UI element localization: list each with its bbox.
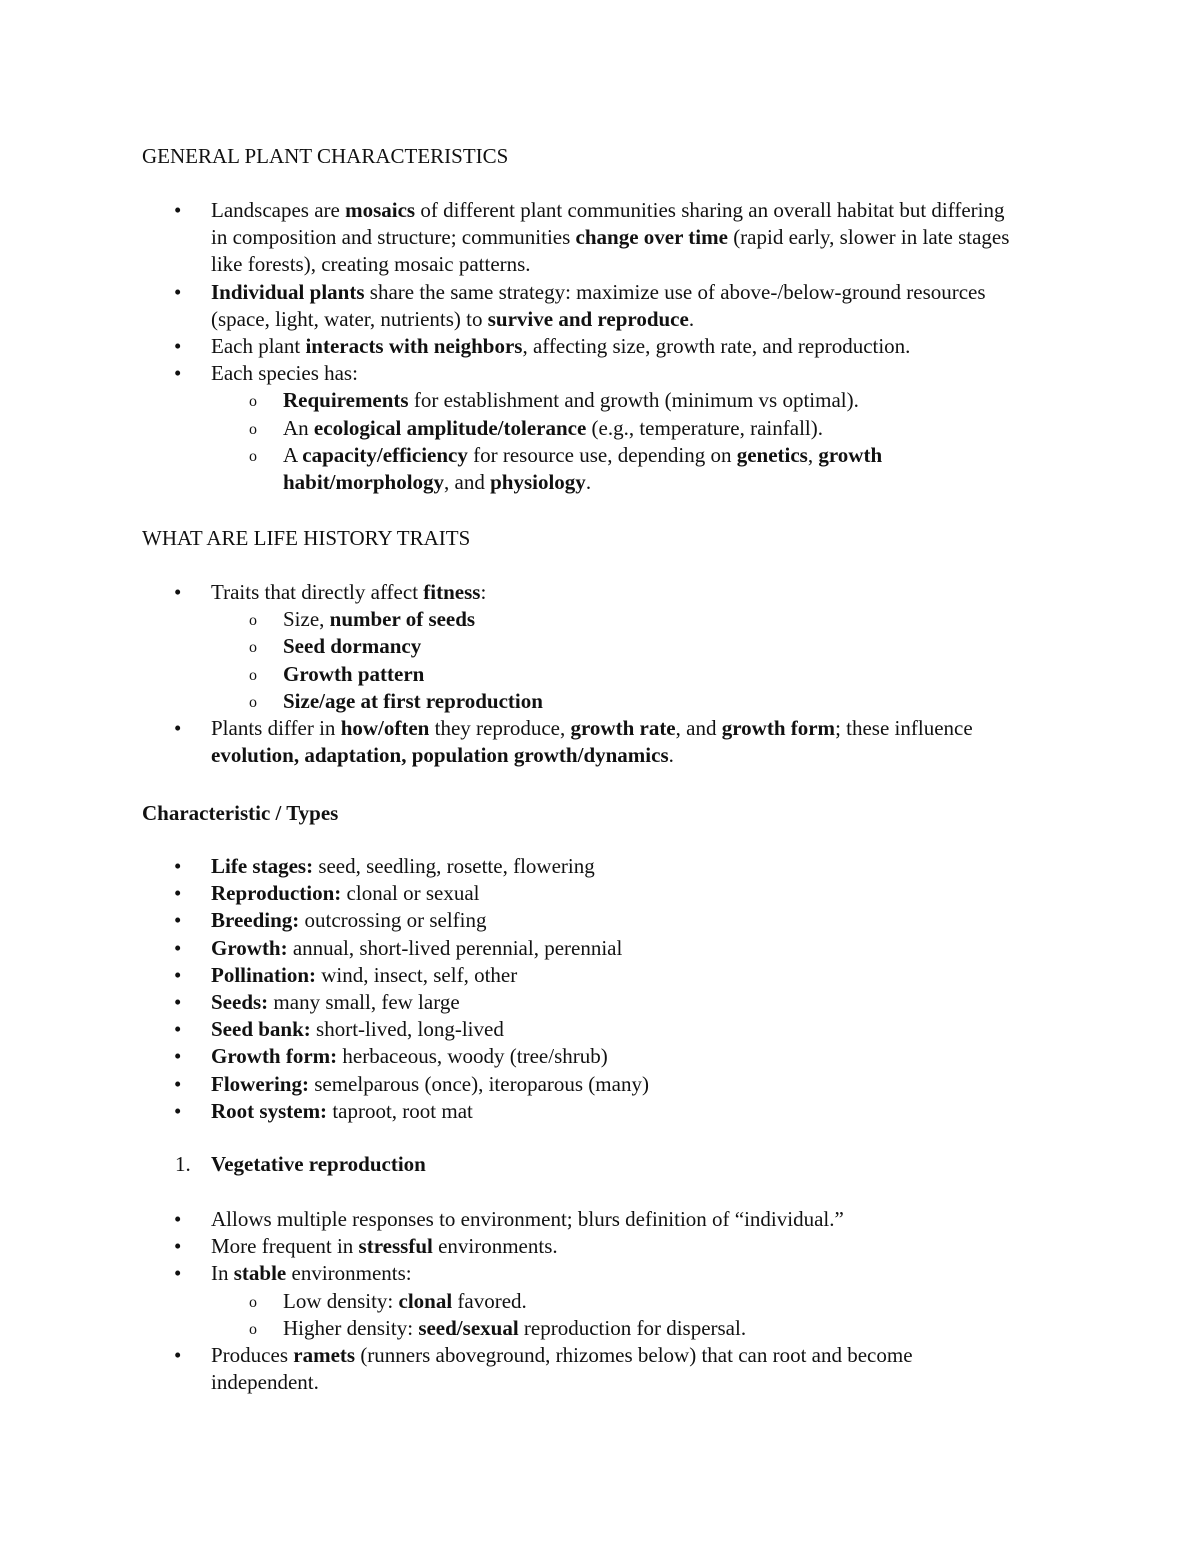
list-item: • Reproduction: clonal or sexual bbox=[0, 880, 1200, 907]
list-item: • Produces ramets (runners aboveground, rhizomes below) that can root and become independent. bbox=[0, 1342, 1200, 1396]
list-item: • In stable environments: bbox=[0, 1260, 1200, 1287]
list-item: • Growth: annual, short-lived perennial, perennial bbox=[0, 935, 1200, 962]
list-item: • Each species has: bbox=[0, 360, 1200, 387]
list-life-history-traits bbox=[0, 579, 1200, 769]
heading-vegetative-reproduction: Vegetative reproduction bbox=[211, 1152, 426, 1176]
list-item: • Allows multiple responses to environment; blurs definition of “individual.” bbox=[0, 1206, 1200, 1233]
list-item: • Plants differ in how/often they reproduce, growth rate, and growth form; these influence evolution, adaptation, population growth/dynamics. bbox=[0, 715, 1200, 769]
sub-list-item: o Size, number of seeds bbox=[0, 606, 1200, 633]
sub-list-item: o Seed dormancy bbox=[0, 633, 1200, 660]
heading-general-plant-characteristics: GENERAL PLANT CHARACTERISTICS bbox=[142, 144, 509, 168]
sub-list-item: o A capacity/efficiency for resource use, depending on genetics, growth habit/morphology, and physiology. bbox=[0, 442, 1200, 496]
section-number: 1. bbox=[175, 1152, 191, 1176]
sub-list-item: o Size/age at first reproduction bbox=[0, 688, 1200, 715]
list-vegetative-reproduction bbox=[0, 1206, 1200, 1396]
list-characteristic-types bbox=[0, 853, 1200, 1125]
list-item: • Flowering: semelparous (once), iteroparous (many) bbox=[0, 1071, 1200, 1098]
list-item: • Seed bank: short-lived, long-lived bbox=[0, 1016, 1200, 1043]
list-item: • Landscapes are mosaics of different plant communities sharing an overall habitat but differing in composition and structure; communities change over time (rapid early, slower in late stages like forests), creating mosaic patterns. bbox=[0, 197, 1200, 279]
list-general-characteristics bbox=[0, 197, 1200, 496]
list-item: • Individual plants share the same strategy: maximize use of above-/below-ground resources (space, light, water, nutrients) to survive and reproduce. bbox=[0, 279, 1200, 333]
list-item: • Growth form: herbaceous, woody (tree/shrub) bbox=[0, 1043, 1200, 1070]
heading-characteristic-types: Characteristic / Types bbox=[142, 801, 339, 825]
list-item: • More frequent in stressful environments. bbox=[0, 1233, 1200, 1260]
sub-list-item: o An ecological amplitude/tolerance (e.g., temperature, rainfall). bbox=[0, 415, 1200, 442]
list-item: • Root system: taproot, root mat bbox=[0, 1098, 1200, 1125]
sub-list-item: o Higher density: seed/sexual reproduction for dispersal. bbox=[0, 1315, 1200, 1342]
sub-list-item: o Low density: clonal favored. bbox=[0, 1288, 1200, 1315]
sub-list-item: o Growth pattern bbox=[0, 661, 1200, 688]
list-item: • Seeds: many small, few large bbox=[0, 989, 1200, 1016]
heading-life-history-traits: WHAT ARE LIFE HISTORY TRAITS bbox=[142, 526, 471, 550]
list-item: • Life stages: seed, seedling, rosette, flowering bbox=[0, 853, 1200, 880]
list-item: • Each plant interacts with neighbors, affecting size, growth rate, and reproduction. bbox=[0, 333, 1200, 360]
sub-list-item: o Requirements for establishment and growth (minimum vs optimal). bbox=[0, 387, 1200, 414]
list-item: • Pollination: wind, insect, self, other bbox=[0, 962, 1200, 989]
list-item: • Traits that directly affect fitness: bbox=[0, 579, 1200, 606]
list-item: • Breeding: outcrossing or selfing bbox=[0, 907, 1200, 934]
